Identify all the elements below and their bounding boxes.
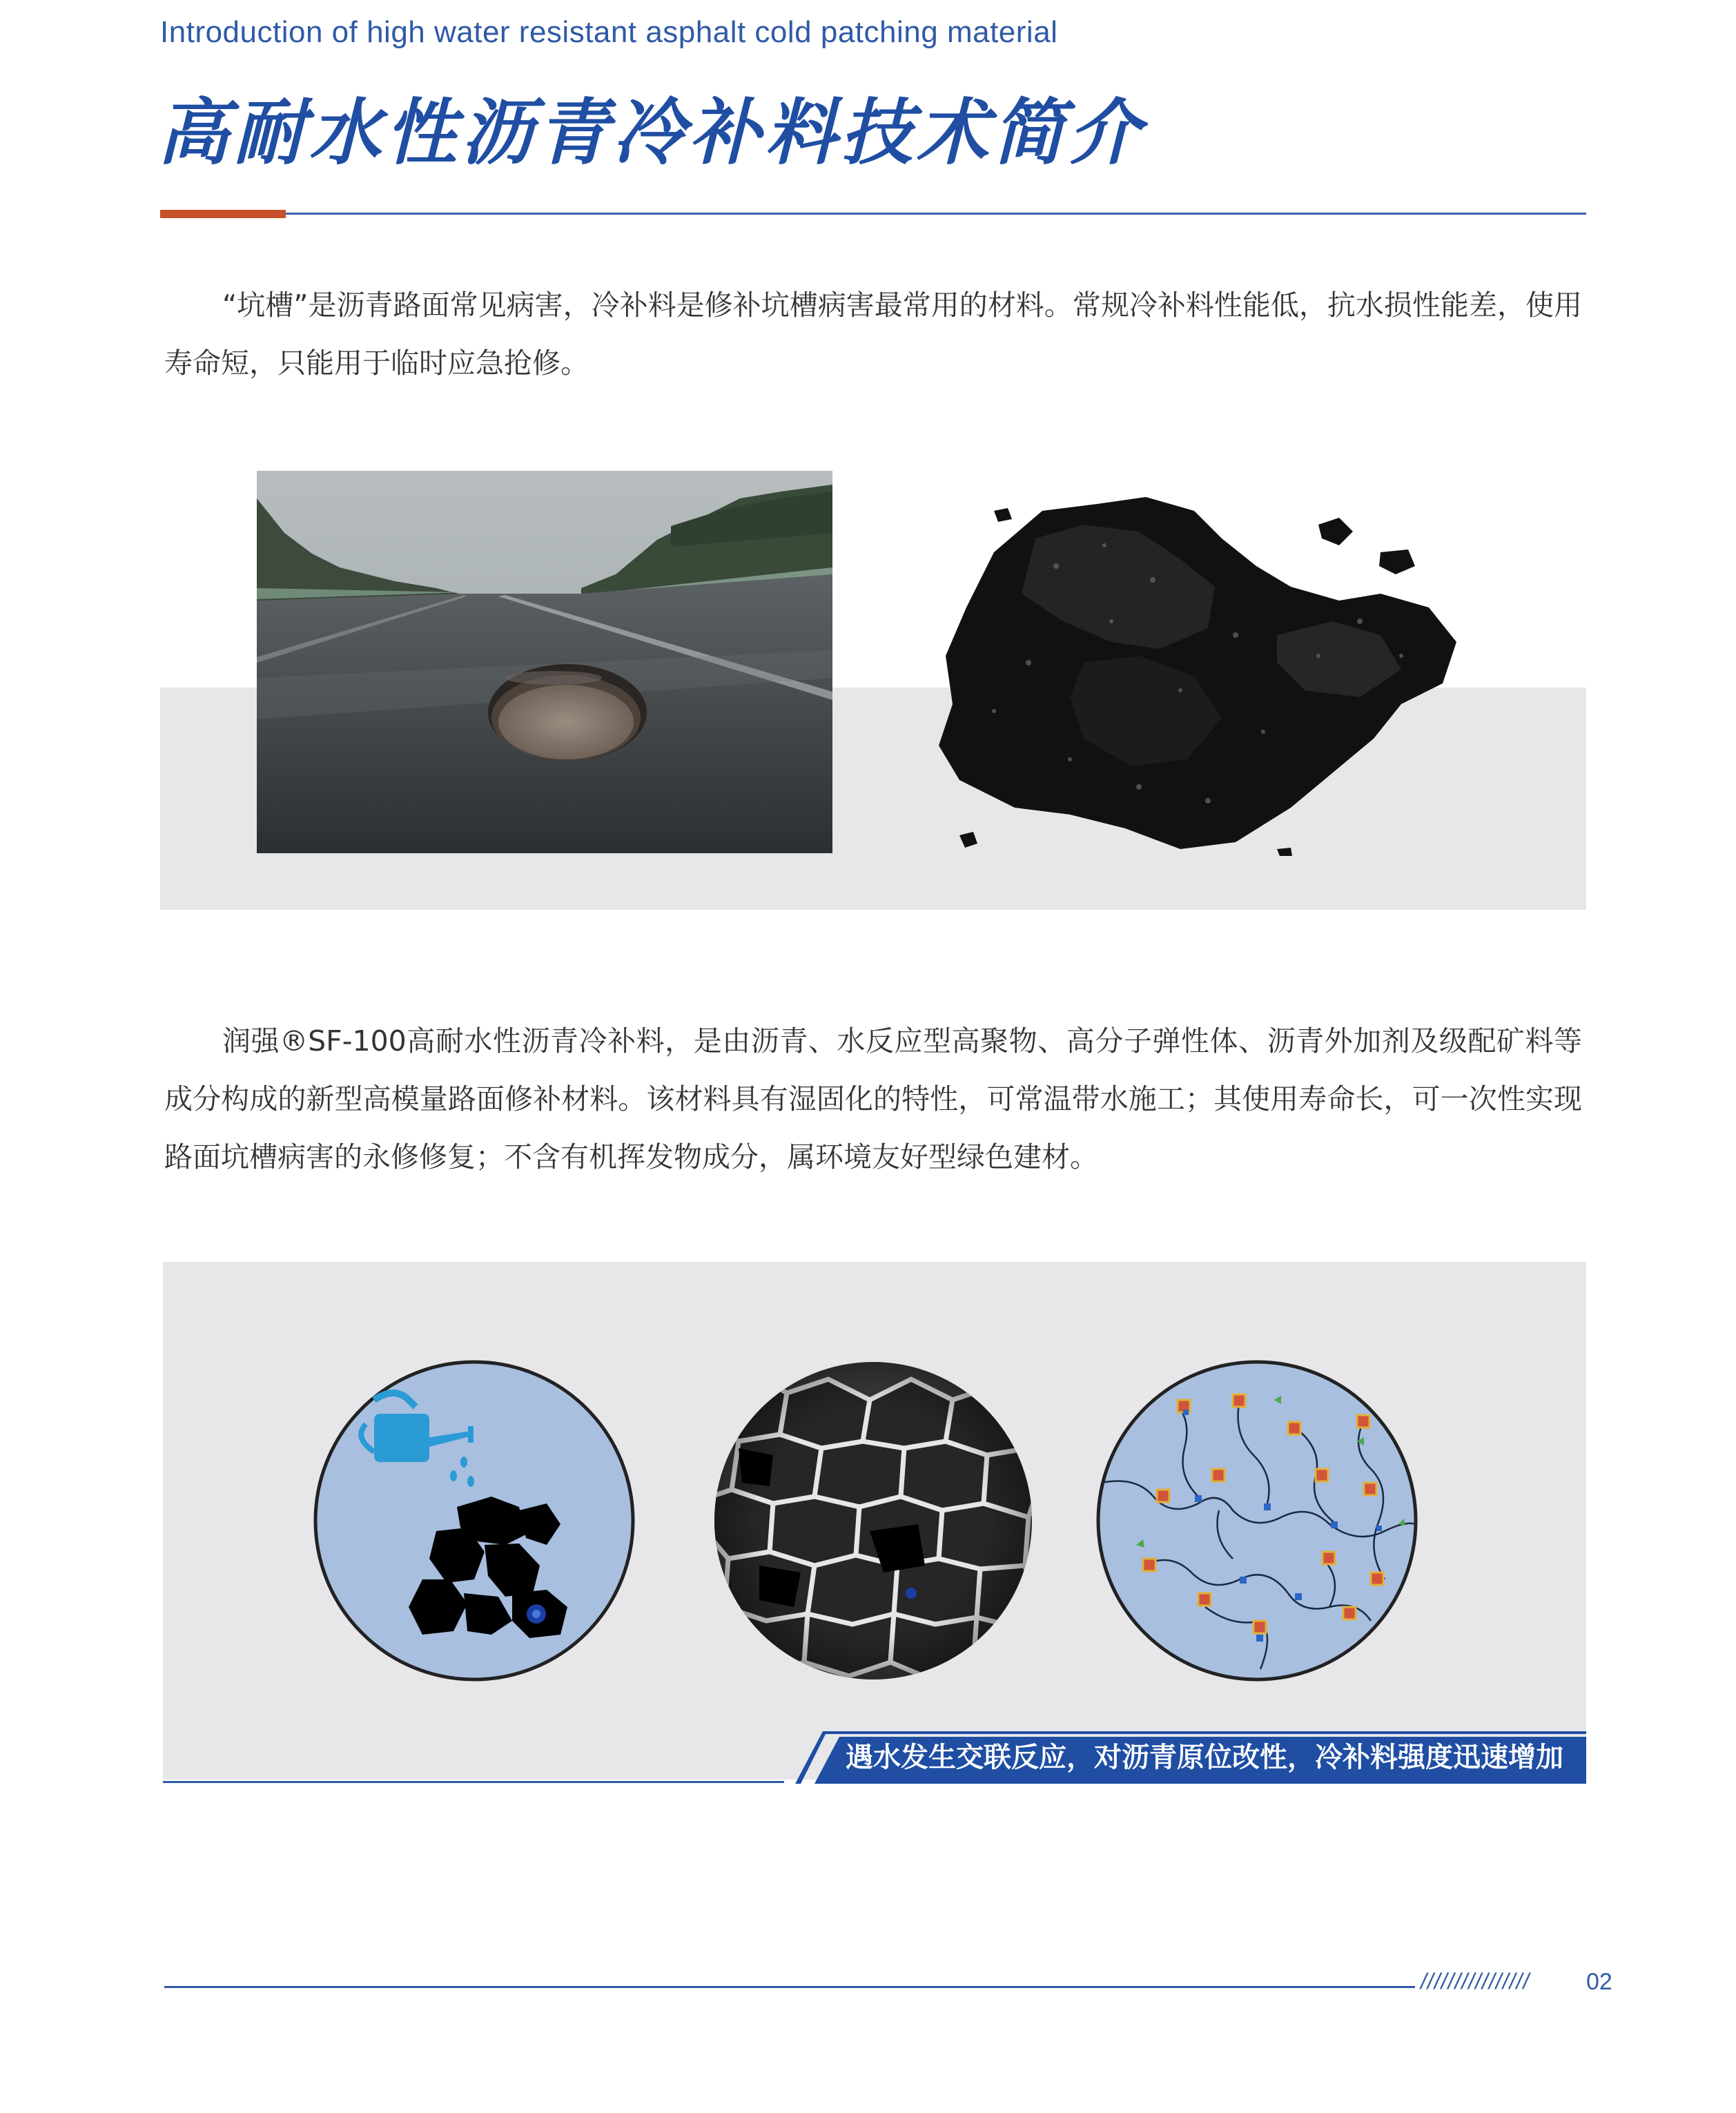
panel-bottom-rule [163,1781,784,1783]
microstructure-circle [711,1359,1035,1683]
cold-patch-material-photo [932,483,1484,856]
page-title: 高耐水性沥青冷补料技术简介 [157,90,1145,175]
water-aggregate-circle [312,1359,636,1683]
caption-text: 遇水发生交联反应，对沥青原位改性，冷补料强度迅速增加 [846,1742,1563,1773]
page-number: 02 [1586,1969,1612,1995]
pothole-road-photo [257,471,832,853]
footer-rule [164,1986,1415,1988]
title-accent-rule [160,210,286,218]
title-divider-rule [286,213,1586,215]
polymer-network-circle [1095,1359,1419,1683]
subtitle-english: Introduction of high water resistant asphalt cold patching material [160,15,1058,49]
product-paragraph: 润强®SF-100高耐水性沥青冷补料，是由沥青、水反应型高聚物、高分子弹性体、沥青外加剂及级配矿料等成分构成的新型高模量路面修补材料。该材料具有湿固化的特性，可常温带水施工；其使用寿命长，可一次性实现路面坑槽病害的永修修复；不含有机挥发物成分，属环境友好型绿色建材。 [164,1024,1582,1174]
intro-paragraph: “坑槽”是沥青路面常见病害，冷补料是修补坑槽病害最常用的材料。常规冷补料性能低，抗水损性能差，使用寿命短，只能用于临时应急抢修。 [164,289,1582,380]
footer-slash-pattern: //////////////// [1421,1969,1530,1994]
